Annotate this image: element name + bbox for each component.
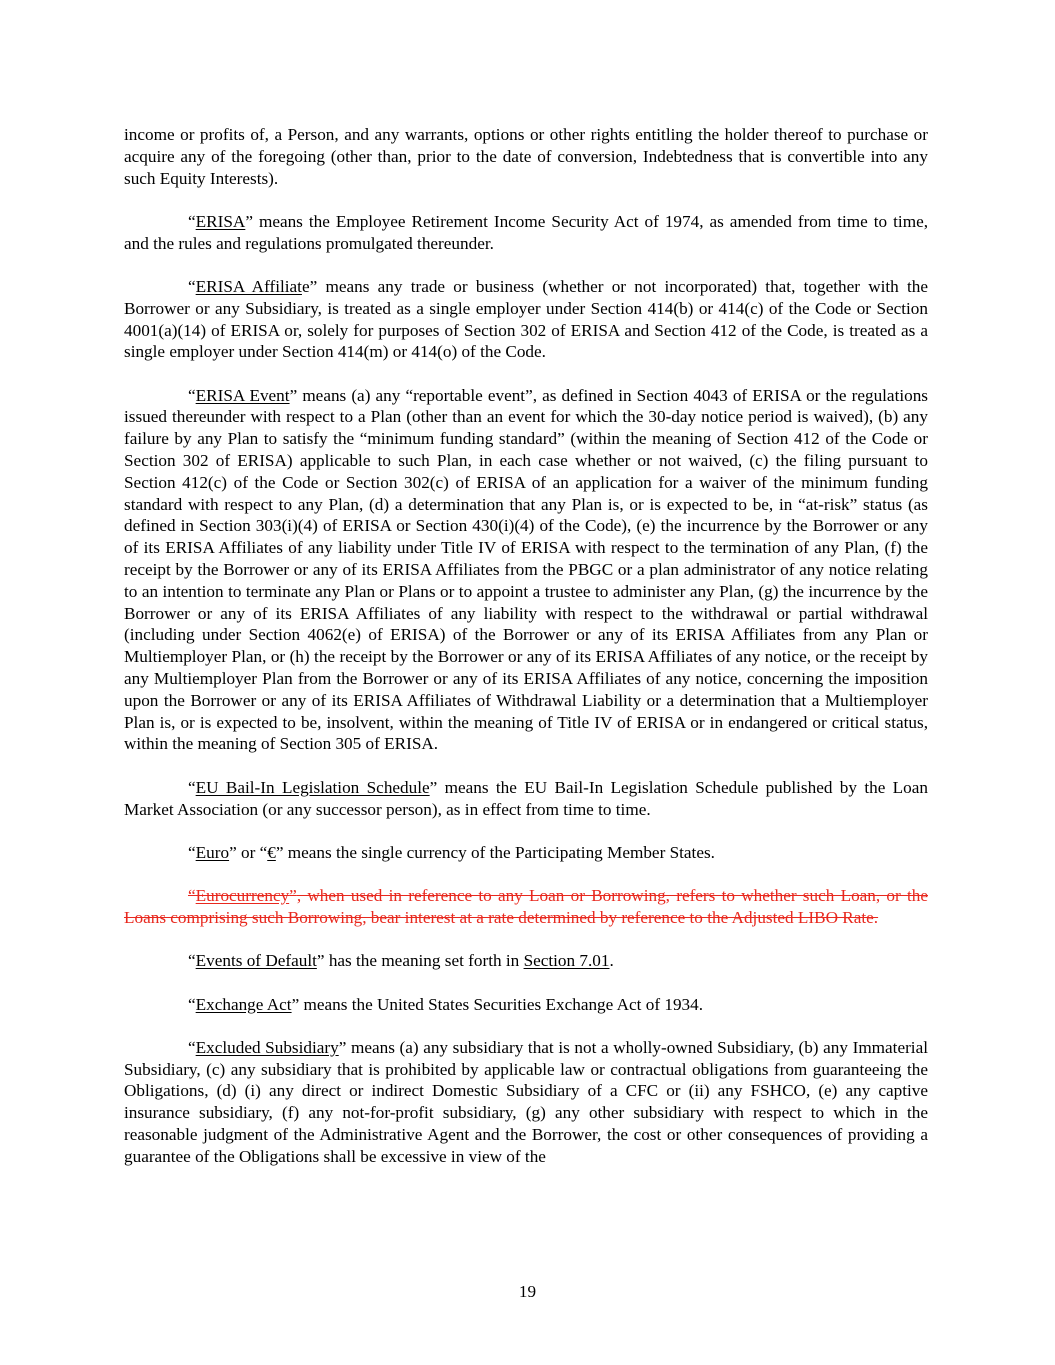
definition-exchange-act: “Exchange Act” means the United States Securities Exchange Act of 1934. [188, 994, 704, 1014]
defined-term: Exchange Act [195, 994, 292, 1014]
definition-euro: “Euro” or “€” means the single currency of the Participating Member States. [188, 842, 715, 862]
intro-paragraph: income or profits of, a Person, and any warrants, options or other rights entitling the holder thereof to purchase or acquire any of the foregoing (other than, prior to the date of conversion, Indebtedness that is convertible into any such Equity Interests). [124, 125, 928, 188]
defined-term: Euro [195, 842, 230, 862]
defined-term: ERISA [195, 211, 246, 231]
definition-excluded-subsidiary: “Excluded Subsidiary” means (a) any subsidiary that is not a wholly-owned Subsidiary, (b) any Immaterial Subsidiary, (c) any subsidiary that is prohibited by applicable law or contractual obligations from guaranteeing the Obligations, (d) (i) any direct or indirect Domestic Subsidiary of a CFC or (ii) any FSHCO, (e) any captive insurance subsidiary, (f) any not-for-profit subsidiary, (g) any other subsidiary with respect to which in the reasonable judgment of the Administrative Agent and the Borrower, the cost or other consequences of providing a guarantee of the Obligations shall be excessive in view of the [124, 1037, 928, 1166]
document-page [124, 124, 928, 1189]
page-number: 19 [518, 1282, 537, 1301]
section-reference: Section 7.01 [523, 951, 610, 971]
definition-erisa: “ERISA” means the Employee Retirement Income Security Act of 1974, as amended from time to time, and the rules and regulations promulgated thereunder. [124, 211, 928, 253]
definition-events-of-default: “Events of Default” has the meaning set forth in Section 7.01. [188, 951, 614, 971]
deleted-definition-eurocurrency: “Eurocurrency”, when used in reference to any Loan or Borrowing, refers to whether such Loan, or the Loans comprising such Borrowing, bear interest at a rate determined by reference to the Adjusted LIBO Rate. [124, 886, 928, 927]
defined-term: Excluded Subsidiary [195, 1037, 339, 1057]
definition-erisa-affiliate: “ERISA Affiliate” means any trade or business (whether or not incorporated) that, together with the Borrower or any Subsidiary, is treated as a single employer under Section 414(b) or 414(c) of the Code or Section 4001(a)(14) of ERISA or, solely for purposes of Section 302 of ERISA and Section 412 of the Code, is treated as a single employer under Section 414(m) or 414(o) of the Code. [124, 276, 928, 362]
defined-term: ERISA Event [195, 385, 290, 405]
defined-term: ERISA Affiliat [195, 276, 302, 296]
defined-term: Eurocurrency [195, 886, 290, 906]
defined-term-symbol: € [267, 842, 276, 862]
defined-term: EU Bail-In Legislation Schedule [195, 777, 430, 797]
definition-eu-bail-in: “EU Bail-In Legislation Schedule” means the EU Bail-In Legislation Schedule published by the Loan Market Association (or any successor person), as in effect from time to time. [124, 777, 928, 819]
defined-term: Events of Default [195, 951, 317, 971]
definition-erisa-event: “ERISA Event” means (a) any “reportable event”, as defined in Section 4043 of ERISA or the regulations issued thereunder with respect to a Plan (other than an event for which the 30-day notice period is waived), (b) any failure by any Plan to satisfy the “minimum funding standard” (within the meaning of Section 412 of the Code or Section 302 of ERISA) applicable to such Plan, in each case whether or not waived, (c) the filing pursuant to Section 412(c) of the Code or Section 302(c) of ERISA of an application for a waiver of the minimum funding standard with respect to any Plan, (d) a determination that any Plan is, or is expected to be, in “at-risk” status (as defined in Section 303(i)(4) of ERISA or Section 430(i)(4) of the Code), (e) the incurrence by the Borrower or any of its ERISA Affiliates of any liability under Title IV of ERISA with respect to the termination of any Plan, (f) the receipt by the Borrower or any of its ERISA Affiliates from the PBGC or a plan administrator of any notice relating to an intention to terminate any Plan or Plans or to appoint a trustee to administer any Plan, (g) the incurrence by the Borrower or any of its ERISA Affiliates of any liability with respect to the withdrawal or partial withdrawal (including under Section 4062(e) of ERISA) of the Borrower or any of its ERISA Affiliates from any Plan or Multiemployer Plan, or (h) the receipt by the Borrower or any of its ERISA Affiliates of any notice, or the receipt by any Multiemployer Plan from the Borrower or any of its ERISA Affiliates of any notice, concerning the imposition upon the Borrower or any of its ERISA Affiliates of Withdrawal Liability or a determination that a Multiemployer Plan is, or is expected to be, insolvent, within the meaning of Title IV of ERISA or in endangered or critical status, within the meaning of Section 305 of ERISA. [124, 385, 928, 754]
